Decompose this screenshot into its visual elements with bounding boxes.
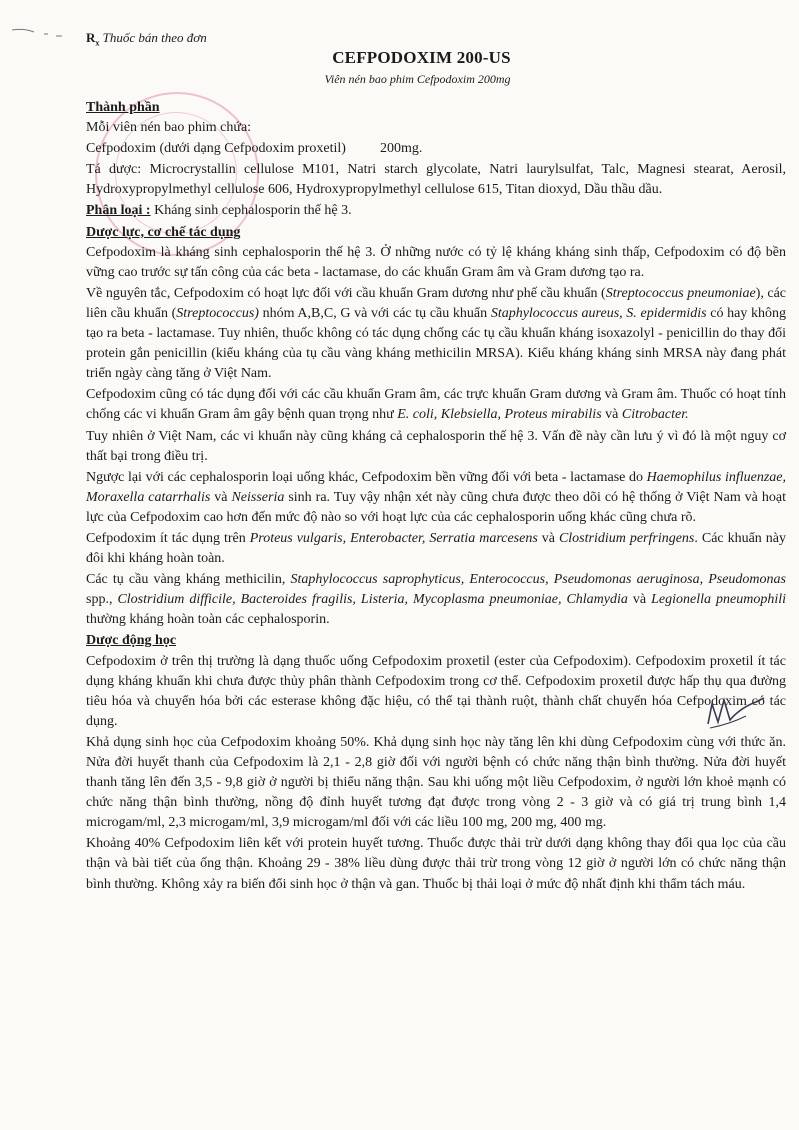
signature-icon xyxy=(700,694,770,734)
paragraph: Cefpodoxim ít tác dụng trên Proteus vulgaris, Enterobacter, Serratia marcesens và Clostridium perfringens. Các khuẩn này đôi khi kháng hoàn toàn. xyxy=(86,530,786,567)
heading-thanh-phan: Thành phần xyxy=(86,100,160,115)
heading-duoc-luc: Dược lực, cơ chế tác dụng xyxy=(86,224,241,240)
rx-symbol: $R_x$ xyxy=(86,30,100,48)
heading-duoc-dong-hoc: Dược động học xyxy=(86,633,177,649)
paragraph: Tuy nhiên ở Việt Nam, các vi khuẩn này cũng kháng cả cephalosporin thế hệ 3. Vấn đề này cần lưu ý vì đó là một nguy cơ thất bại trong điều trị. xyxy=(86,428,786,464)
paragraph: Cefpodoxim cũng có tác dụng đối với các cầu khuẩn Gram âm, các trực khuẩn Gram dương và Gram âm. Thuốc có hoạt tính chống các vi khuẩn Gram âm gây bệnh quan trọng như E. coli, Klebsiella, Proteus mirabilis và Citrobacter. xyxy=(86,387,786,423)
paragraph: Cefpodoxim là kháng sinh cephalosporin thế hệ 3. Ở những nước có tỷ lệ kháng kháng sinh thấp, Cefpodoxim có độ bền vững cao trước sự tấn công của các beta - lactamase, do các khuẩn Gram âm và Gram dương tạo ra. xyxy=(86,244,786,280)
scan-mark-icon xyxy=(10,24,70,44)
paragraph: Về nguyên tắc, Cefpodoxim có hoạt lực đối với cầu khuẩn Gram dương như phế cầu khuẩn (Streptococcus pneumoniae), các liên cầu khuẩn (Streptococcus) nhóm A,B,C, G và với các tụ cầu khuẩn Staphylococcus aureus, S. epidermidis có hay không tạo ra beta - lactamase. Tuy nhiên, thuốc không có tác dụng chống các tụ cầu khuẩn kháng isoxazolyl - penicillin do thay đổi protein gắn penicillin (kiểu kháng của tụ cầu vàng kháng methicilin MRSA). Kiểu kháng kháng sinh MRSA này đang phát triển ngày càng tăng ở Việt Nam. xyxy=(86,285,787,382)
paragraph: Cefpodoxim (dưới dạng Cefpodoxim proxetil) 200mg. xyxy=(86,141,423,157)
document-subtitle: Viên nén bao phim Cefpodoxim 200mg xyxy=(324,72,511,86)
paragraph: Cefpodoxim ở trên thị trường là dạng thuốc uống Cefpodoxim proxetil (ester của Cefpodoxim). Cefpodoxim proxetil ít tác dụng kháng khuẩn khi chưa được thủy phân thành Cefpodoxim trong cơ thể. Cefpodoxim proxetil được hấp thụ qua đường tiêu hóa và chuyển hóa bởi các esterase không đặc hiệu, có thể tại thành ruột, thành chất chuyển hóa Cefpodoxim có tác dụng. xyxy=(86,653,786,729)
rx-label xyxy=(86,30,207,48)
paragraph: Các tụ cầu vàng kháng methicilin, Staphylococcus saprophyticus, Enterococcus, Pseudomonas aeruginosa, Pseudomonas spp., Clostridium difficile, Bacteroides fragilis, Listeria, Mycoplasma pneumoniae, Chlamydia và Legionella pneumophili thường kháng hoàn toàn các cephalosporin. xyxy=(86,572,786,628)
heading-phan-loai: Phân loại : xyxy=(86,203,151,219)
paragraph: Ngược lại với các cephalosporin loại uống khác, Cefpodoxim bền vững đối với beta - lactamase do Haemophilus influenzae, Moraxella catarrhalis và Neisseria sinh ra. Tuy vậy nhận xét này cũng chưa được theo dõi có hệ thống ở Việt Nam và hoạt lực của Cefpodoxim cao hơn đến mức độ nào so với hoạt lực của các cephalosporin uống khác cũng chưa rõ. xyxy=(86,469,786,525)
paragraph: Mỗi viên nén bao phim chứa: xyxy=(86,120,252,136)
document-body xyxy=(86,98,786,896)
paragraph: Khả dụng sinh học của Cefpodoxim khoảng 50%. Khả dụng sinh học này tăng lên khi dùng Cefpodoxim cùng với thức ăn. Nửa đời huyết thanh của Cefpodoxim là 2,1 - 2,8 giờ đối với người bệnh có chức năng thận bình thường. Nửa đời huyết thanh tăng lên đến 3,5 - 9,8 giờ ở người bị thiểu năng thận. Sau khi uống một liều Cefpodoxim, ở người lớn khoẻ mạnh có chức năng thận bình thường, nồng độ đỉnh huyết tương đạt được trong vòng 2 - 3 giờ và có giá trị trung bình 1,4 microgam/ml, 2,3 microgam/ml, 3,9 microgam/ml đối với các liều 100 mg, 200 mg, 400 mg. xyxy=(86,734,786,831)
paragraph: Tá dược: Microcrystallin cellulose M101, Natri starch glycolate, Natri laurylsulfat, Talc, Magnesi stearat, Aerosil, Hydroxypropylmethyl cellulose 606, Hydroxypropylmethyl cellulose 615, Titan dioxyd, Dầu thầu dầu. xyxy=(86,162,786,198)
phan-loai: Phân loại : Kháng sinh cephalosporin thế hệ 3. xyxy=(86,203,352,219)
paragraph: Khoảng 40% Cefpodoxim liên kết với protein huyết tương. Thuốc được thải trừ dưới dạng không thay đổi qua lọc của cầu thận và bài tiết của ống thận. Khoảng 29 - 38% liều dùng được thải trừ trong vòng 12 giờ ở người lớn có chức năng thận bình thường. Không xảy ra biến đổi sinh học ở thận và gan. Thuốc bị thải loại ở mức độ nhất định khi thẩm tách máu. xyxy=(86,836,786,892)
rx-text: Thuốc bán theo đơn xyxy=(102,30,207,45)
document-title: CEFPODOXIM 200-US xyxy=(332,48,511,67)
